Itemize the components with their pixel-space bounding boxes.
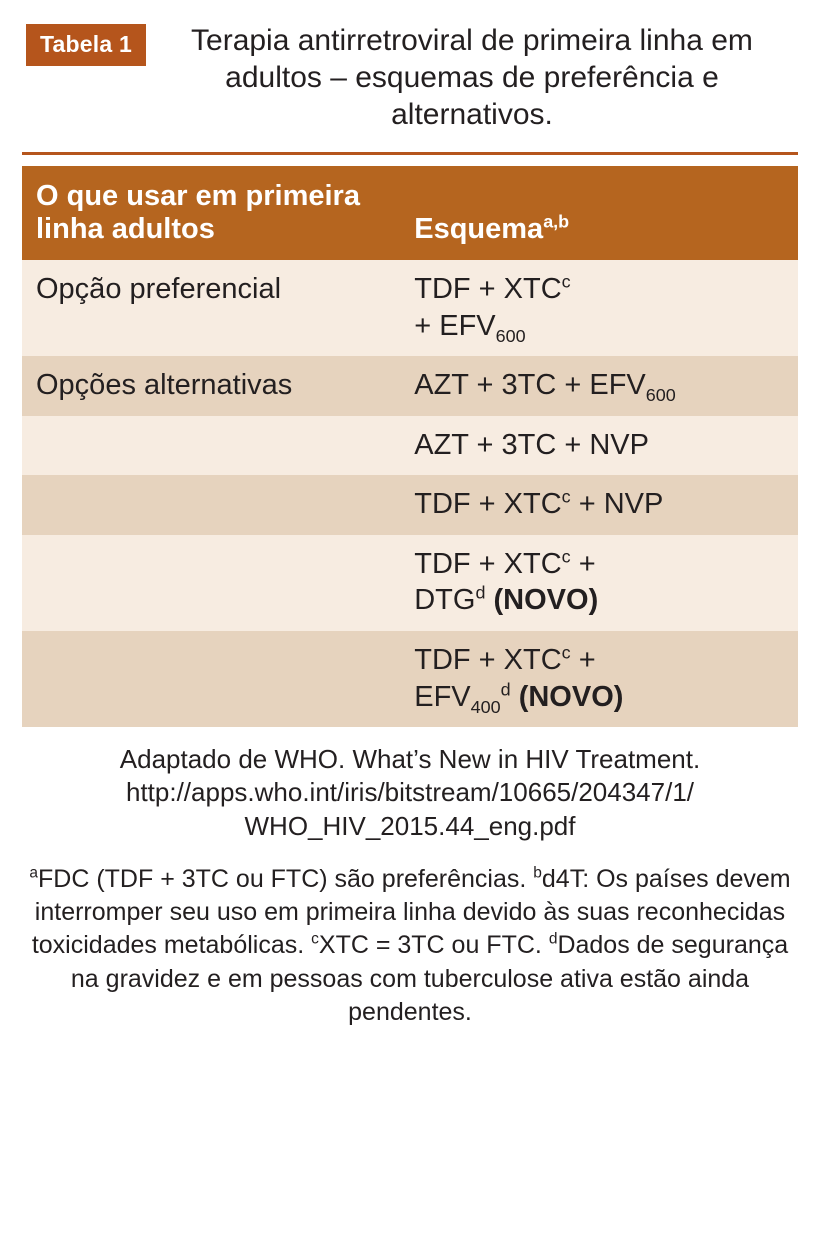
row-label: Opção preferencial <box>22 260 402 356</box>
table-row <box>22 416 798 476</box>
regimen-text-tail: + <box>570 547 596 580</box>
caption-text: Terapia antirretroviral de primeira linha em adultos – esquemas de preferência e alternativos. <box>191 24 753 132</box>
caption-divider <box>22 152 798 155</box>
footnote-text-c: XTC = 3TC ou FTC. <box>318 931 549 960</box>
regimen-text-tail: + NVP <box>570 488 664 521</box>
table-body <box>22 260 798 727</box>
footnote-marker-a: a <box>29 864 38 882</box>
column-header-regimen-label: Esquema <box>414 212 544 245</box>
regimen-dose: 600 <box>495 325 526 346</box>
regimen-line-2 <box>414 678 624 717</box>
regimen-line-1 <box>414 644 595 676</box>
table-row <box>22 260 798 356</box>
table-header-row <box>22 166 798 261</box>
row-regimen <box>402 356 798 416</box>
regimen-footnote: c <box>561 642 571 663</box>
row-regimen <box>402 631 798 727</box>
regimen-line-1 <box>414 548 595 580</box>
regimen-dose: 400 <box>470 696 501 717</box>
table-row <box>22 356 798 416</box>
regimen-text: + EFV <box>414 309 496 342</box>
regimen-line-2 <box>414 309 526 346</box>
row-label <box>22 416 402 476</box>
footnotes <box>22 863 798 1029</box>
column-header-what-to-use: O que usar em primeira linha adultos <box>22 166 402 261</box>
footnote-marker-c: c <box>311 931 319 948</box>
table-row <box>22 475 798 535</box>
source-line-2: http://apps.who.int/iris/bitstream/10665/204347/1/ <box>125 777 694 808</box>
regimen-text: TDF + XTC <box>414 547 562 580</box>
table-number-badge: Tabela 1 <box>26 24 146 66</box>
regimen-footnote: c <box>561 271 571 292</box>
column-header-regimen <box>402 166 798 261</box>
regimen-line-1 <box>414 273 570 305</box>
footnote-marker-d: d <box>548 931 558 948</box>
row-label <box>22 535 402 631</box>
regimen-text: DTG <box>414 584 476 617</box>
antiretroviral-table <box>22 166 798 727</box>
regimen-new-badge: (NOVO) <box>493 584 599 617</box>
regimen-text: TDF + XTC <box>414 273 562 306</box>
caption <box>22 18 798 134</box>
source-line-3: WHO_HIV_2015.44_eng.pdf <box>244 810 576 841</box>
regimen-line-1 <box>414 488 663 520</box>
table-header <box>22 166 798 261</box>
table-row <box>22 631 798 727</box>
row-regimen <box>402 416 798 476</box>
regimen-text: TDF + XTC <box>414 643 562 676</box>
regimen-footnote: d <box>500 678 511 699</box>
regimen-text: TDF + XTC <box>414 488 562 521</box>
regimen-line-1 <box>414 369 676 406</box>
column-header-regimen-footnote: a,b <box>543 211 570 232</box>
regimen-text: AZT + 3TC + EFV <box>414 369 646 402</box>
source-citation <box>22 743 798 843</box>
regimen-text: EFV <box>414 680 471 713</box>
footnote-text-d: Dados de segurança na gravidez e em pessoas com tuberculose ativa estão ainda pendentes. <box>70 931 789 1026</box>
regimen-footnote: c <box>561 486 571 507</box>
footnote-text-b: d4T: Os países devem interromper seu uso em primeira linha devido às suas reconhecidas toxicidades metabólicas. <box>31 864 791 960</box>
row-regimen <box>402 535 798 631</box>
regimen-new-badge: (NOVO) <box>518 680 624 713</box>
regimen-footnote: d <box>475 582 486 603</box>
table-row <box>22 535 798 631</box>
regimen-line-1: AZT + 3TC + NVP <box>414 428 649 461</box>
row-label <box>22 475 402 535</box>
regimen-dose: 600 <box>645 385 676 406</box>
regimen-text-tail: + <box>570 643 596 676</box>
regimen-line-2 <box>414 584 598 616</box>
row-regimen <box>402 475 798 535</box>
row-regimen <box>402 260 798 356</box>
row-label: Opções alternativas <box>22 356 402 416</box>
source-line-1: Adaptado de WHO. What’s New in HIV Treatment. <box>119 744 701 775</box>
footnote-marker-b: b <box>533 864 542 882</box>
row-label <box>22 631 402 727</box>
regimen-footnote: c <box>561 546 571 567</box>
footnote-text-a: FDC (TDF + 3TC ou FTC) são preferências. <box>38 864 534 893</box>
